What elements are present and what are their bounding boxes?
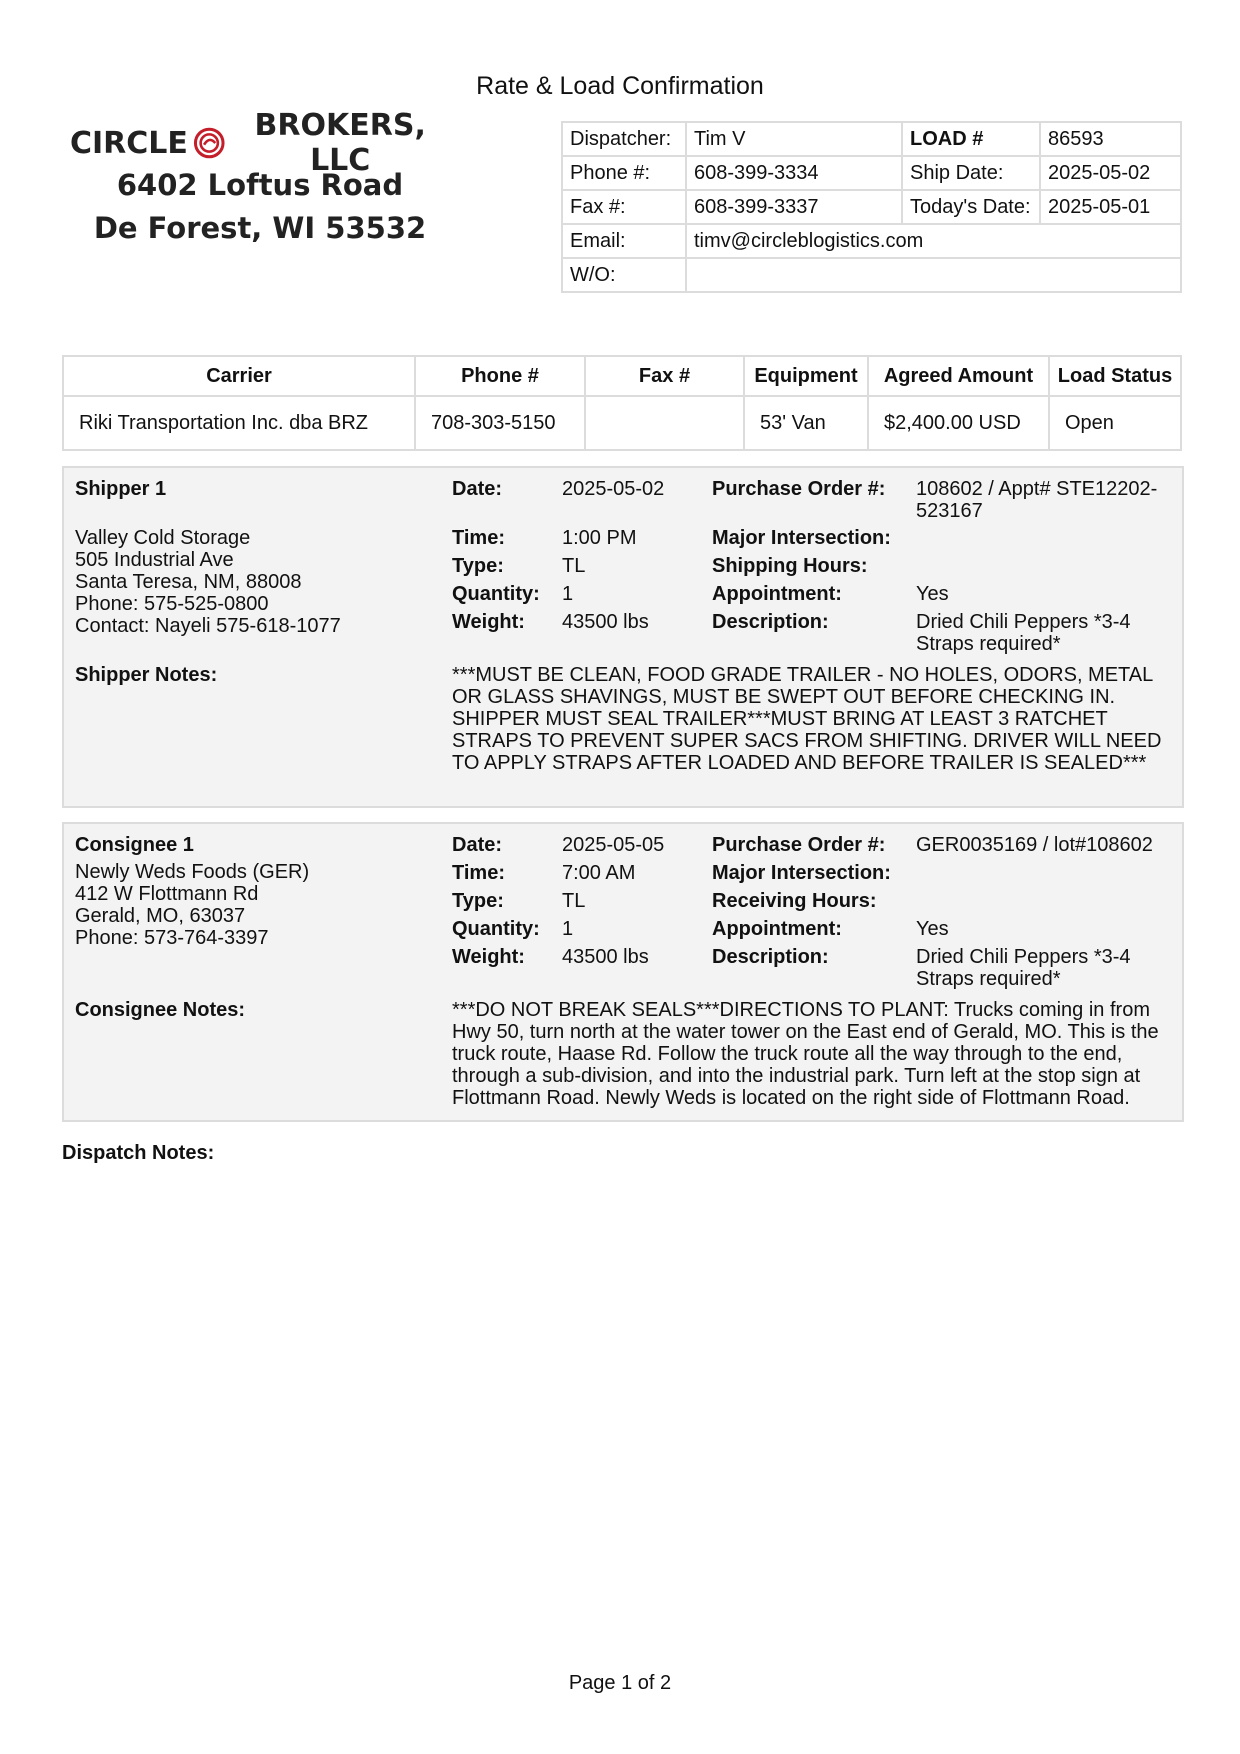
- agreed-amount-header: Agreed Amount: [868, 356, 1049, 396]
- consignee-phone: Phone: 573-764-3397: [75, 927, 269, 949]
- company-logo: [70, 108, 450, 250]
- dispatch-phone-label: Phone #:: [562, 156, 686, 190]
- shipper-appointment-label: Appointment:: [712, 583, 842, 605]
- wo-label: W/O:: [562, 258, 686, 292]
- shipper-appointment: Yes: [916, 583, 949, 605]
- consignee-hours-label: Receiving Hours:: [712, 890, 877, 912]
- load-status: Open: [1049, 396, 1181, 450]
- company-address-line1: 6402 Loftus Road: [116, 168, 404, 202]
- consignee-appointment-label: Appointment:: [712, 918, 842, 940]
- load-number-label: LOAD #: [902, 122, 1040, 156]
- email-label: Email:: [562, 224, 686, 258]
- equipment: 53' Van: [744, 396, 868, 450]
- consignee-date: 2025-05-05: [562, 834, 665, 856]
- dispatch-phone-value: 608-399-3334: [686, 156, 902, 190]
- dispatcher-value: Tim V: [686, 122, 902, 156]
- company-address-line2: De Forest, WI 53532: [93, 211, 427, 245]
- page-number: Page 1 of 2: [568, 1672, 672, 1694]
- dispatch-fax-value: 608-399-3337: [686, 190, 902, 224]
- consignee-weight: 43500 lbs: [562, 946, 649, 968]
- consignee-po: GER0035169 / lot#108602: [916, 834, 1153, 856]
- wo-value: [686, 258, 1181, 292]
- shipper-description: Dried Chili Peppers *3-4 Straps required*: [916, 611, 1131, 655]
- shipper-heading: Shipper 1: [75, 478, 167, 500]
- page-title: Rate & Load Confirmation: [476, 72, 764, 100]
- shipper-time-label: Time:: [452, 527, 505, 549]
- consignee-time: 7:00 AM: [562, 862, 636, 884]
- shipper-time: 1:00 PM: [562, 527, 637, 549]
- carrier-phone: 708-303-5150: [415, 396, 585, 450]
- carrier-name: Riki Transportation Inc. dba BRZ: [63, 396, 415, 450]
- shipper-date: 2025-05-02: [562, 478, 665, 500]
- consignee-appointment: Yes: [916, 918, 949, 940]
- dispatch-info-table: [561, 121, 1182, 293]
- consignee-address2: Gerald, MO, 63037: [75, 905, 246, 927]
- consignee-intersection-label: Major Intersection:: [712, 862, 891, 884]
- dispatch-notes-label: Dispatch Notes:: [62, 1142, 215, 1164]
- carrier-header: Carrier: [63, 356, 415, 396]
- carrier-phone-header: Phone #: [415, 356, 585, 396]
- shipper-date-label: Date:: [452, 478, 503, 500]
- consignee-type-label: Type:: [452, 890, 504, 912]
- shipper-notes-label: Shipper Notes:: [75, 664, 218, 686]
- shipper-quantity-label: Quantity:: [452, 583, 540, 605]
- shipper-contact: Contact: Nayeli 575-618-1077: [75, 615, 341, 637]
- company-name-right: BROKERS, LLC: [254, 108, 426, 178]
- equipment-header: Equipment: [744, 356, 868, 396]
- shipper-type: TL: [562, 555, 586, 577]
- consignee-description: Dried Chili Peppers *3-4 Straps required*: [916, 946, 1131, 990]
- dispatcher-label: Dispatcher:: [562, 122, 686, 156]
- consignee-po-label: Purchase Order #:: [712, 834, 886, 856]
- dispatch-fax-label: Fax #:: [562, 190, 686, 224]
- consignee-quantity: 1: [562, 918, 574, 940]
- consignee-name: Newly Weds Foods (GER): [75, 861, 310, 883]
- shipper-hours-label: Shipping Hours:: [712, 555, 868, 577]
- shipper-type-label: Type:: [452, 555, 504, 577]
- carrier-fax: [585, 396, 744, 450]
- shipper-po: 108602 / Appt# STE12202-523167: [916, 478, 1158, 522]
- shipper-quantity: 1: [562, 583, 574, 605]
- consignee-address1: 412 W Flottmann Rd: [75, 883, 259, 905]
- shipper-description-label: Description:: [712, 611, 829, 633]
- shipper-intersection-label: Major Intersection:: [712, 527, 891, 549]
- agreed-amount: $2,400.00 USD: [868, 396, 1049, 450]
- consignee-description-label: Description:: [712, 946, 829, 968]
- shipper-notes: ***MUST BE CLEAN, FOOD GRADE TRAILER - NO HOLES, ODORS, METAL OR GLASS SHAVINGS, MUST BE SWEPT OUT BEFORE CHECKING IN. SHIPPER MUST SEAL TRAILER***MUST BRING AT LEAST 3 RATCHET STRAPS TO PREVENT SUPER SACS FROM SHIFTING. DRIVER WILL NEED TO APPLY STRAPS AFTER LOADED AND BEFORE TRAILER IS SEALED***: [452, 664, 1162, 774]
- shipper-address1: 505 Industrial Ave: [75, 549, 234, 571]
- carrier-fax-header: Fax #: [585, 356, 744, 396]
- shipper-address2: Santa Teresa, NM, 88008: [75, 571, 302, 593]
- shipper-po-label: Purchase Order #:: [712, 478, 886, 500]
- table-row: [63, 396, 1181, 450]
- ship-date-value: 2025-05-02: [1040, 156, 1181, 190]
- consignee-weight-label: Weight:: [452, 946, 525, 968]
- consignee-type: TL: [562, 890, 586, 912]
- ship-date-label: Ship Date:: [902, 156, 1040, 190]
- shipper-name: Valley Cold Storage: [75, 527, 251, 549]
- consignee-panel: [62, 822, 1184, 1122]
- todays-date-label: Today's Date:: [902, 190, 1040, 224]
- consignee-quantity-label: Quantity:: [452, 918, 540, 940]
- email-value[interactable]: timv@circleblogistics.com: [686, 224, 1181, 258]
- company-name-left: CIRCLE: [70, 125, 188, 161]
- shipper-phone: Phone: 575-525-0800: [75, 593, 269, 615]
- consignee-notes-label: Consignee Notes:: [75, 999, 246, 1021]
- todays-date-value: 2025-05-01: [1040, 190, 1181, 224]
- carrier-table: [62, 355, 1182, 451]
- shipper-weight-label: Weight:: [452, 611, 525, 633]
- circle-logo-icon: [192, 124, 226, 162]
- consignee-date-label: Date:: [452, 834, 503, 856]
- shipper-panel: [62, 466, 1184, 808]
- shipper-weight: 43500 lbs: [562, 611, 649, 633]
- consignee-time-label: Time:: [452, 862, 505, 884]
- consignee-notes: ***DO NOT BREAK SEALS***DIRECTIONS TO PLANT: Trucks coming in from Hwy 50, turn north at the water tower on the East end of Gerald, MO. This is the truck route, Haase Rd. Follow the truck route all the way through to the end, through a sub-division, and into the industrial park. Turn left at the stop sign at Flottmann Road. Newly Weds is located on the right side of Flottmann Road.: [452, 999, 1159, 1109]
- load-number-value: 86593: [1040, 122, 1181, 156]
- load-status-header: Load Status: [1049, 356, 1181, 396]
- carrier-table-header: [63, 356, 1181, 396]
- consignee-heading: Consignee 1: [75, 834, 194, 856]
